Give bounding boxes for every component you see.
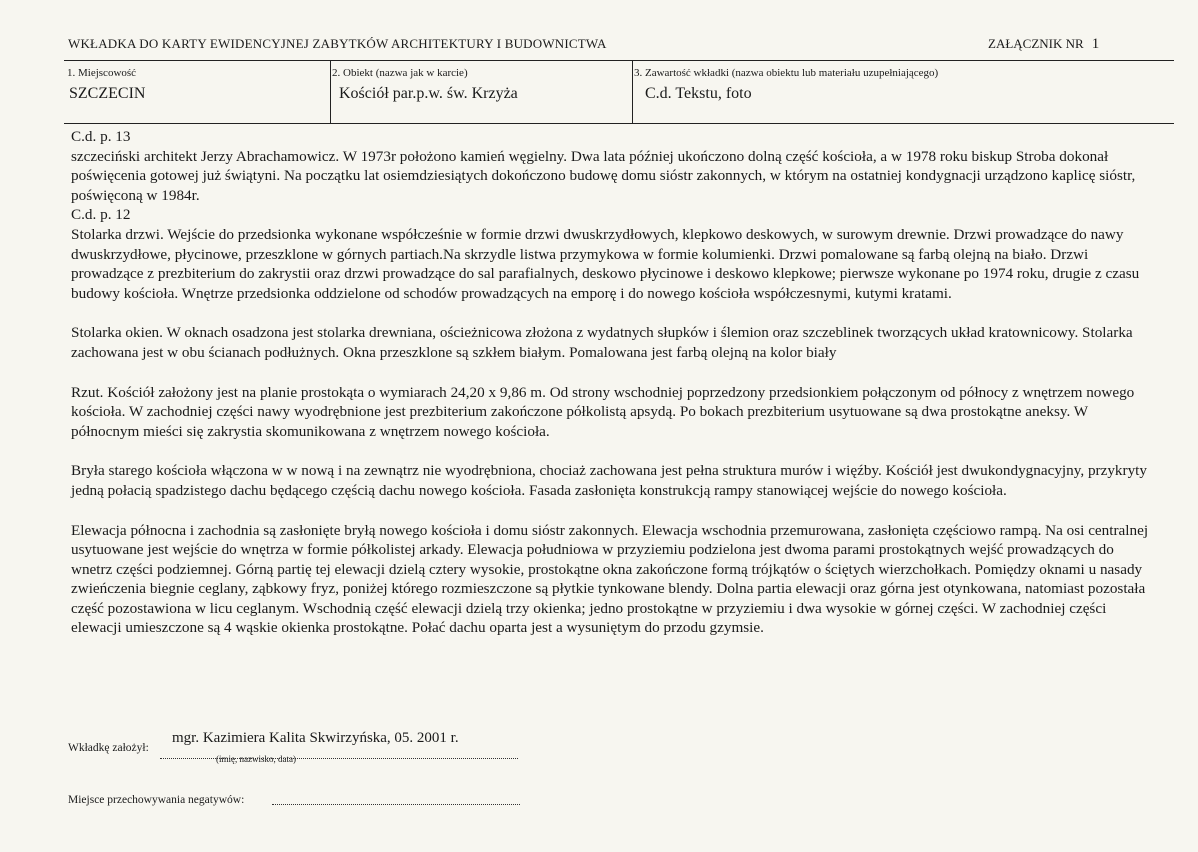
- negatives-label: Miejsce przechowywania negatywów:: [68, 794, 245, 806]
- attachment-number: [988, 36, 1099, 53]
- document-body: [71, 127, 1151, 638]
- content-cell: [632, 61, 1175, 123]
- paragraph-windows: Stolarka okien. W oknach osadzona jest stolarka drewniana, ościeżnicowa złożona z wydatnych słupków i ślemion oraz szczeblinek tworzących układ kratownicowy. Stolarka zachowana jest w obu ścianach podłużnych. Okna przeszklone są szkłem białym. Pomalowana jest farbą olejną na kolor biały: [71, 324, 1133, 361]
- object-value: Kościół par.p.w. św. Krzyża: [339, 85, 518, 102]
- locality-cell: [64, 61, 330, 123]
- paragraph-history: szczeciński architekt Jerzy Abrachamowicz. W 1973r położono kamień węgielny. Dwa lata później ukończono dolną część kościoła, a w 1978 roku biskup Stroba dokonał poświęcenia gotowej już świątyni. Na początku lat osiemdziesiątych dokończono budowę domu sióstr zakonnych, w którym na ostatniej kondygnacji urządzono kaplicę sióstr, poświęconą w 1984r.: [71, 147, 1136, 204]
- negatives-dotted-line: [272, 804, 520, 805]
- locality-label: 1. Miejscowość: [67, 67, 137, 79]
- continuation-marker: C.d. p. 12: [71, 206, 131, 224]
- author-label: Wkładkę założył:: [68, 742, 149, 754]
- attachment-number-value: 1: [1091, 36, 1100, 52]
- locality-value: SZCZECIN: [69, 85, 146, 102]
- continuation-marker: C.d. p. 13: [71, 128, 131, 145]
- paragraph-elevations: Elewacja północna i zachodnia są zasłonięte bryłą nowego kościoła i domu sióstr zakonnych. Elewacja wschodnia przemurowana, zasłonięta częściowo rampą. Na osi centralnej usytuowane jest wejście do wnętrza w formie półkolistej arkady. Elewacja południowa w przyziemiu podzielona jest dwoma parami prostokątnych wejść prowadzących do wnetrz części podziemnej. Górną partię tej elewacji dzielą cztery wysokie, prostokątne okna zakończone formą trójkątów o ściętych wierzchołkach. Pomiędzy oknami u nasady zwieńczenia biegnie ceglany, ząbkowy fryz, poniżej którego rozmieszczone są płytkie tynkowane blendy. Dolna partia elewacji oraz górna jest otynkowana, natomiast pozostała część pozostawiona w licu ceglanym. Wschodnią część elewacji dzielą trzy okienka; jedno prostokątne w przyziemiu i dwa wysokie w górnej części. W zachodniej części elewacji umieszczone są 4 wąskie okienka prostokątne. Połać dachu oparta jest a wysuniętym do przodu gzymsie.: [71, 521, 1149, 637]
- paragraph-doors: Stolarka drzwi. Wejście do przedsionka wykonane współcześnie w formie drzwi dwuskrzydłowych, klepkowo deskowych, w surowym drewnie. Drzwi prowadzące do nawy dwuskrzydłowe, płycinowe, przeszklone w górnych partiach.Na skrzydle listwa przymykowa w formie kolumienki. Drzwi pomalowane są farbą olejną na biało. Drzwi prowadzące z prezbiterium do zakrystii oraz drzwi prowadzące do sal parafialnych, deskowo płycinowe i deskowo klepkowe; pierwsze wykonane po 1974 roku, drugie z czasu budowy kościoła. Wnętrze przedsionka oddzielone od schodów prowadzących na emporę i do nowego kościoła współczesnymi, kutymi kratami.: [71, 225, 1140, 302]
- object-cell: [330, 61, 633, 123]
- attachment-label: ZAŁĄCZNIK NR: [988, 36, 1084, 51]
- author-hint: (imię, nazwisko, data): [216, 754, 296, 764]
- paragraph-plan: Rzut. Kościół założony jest na planie prostokąta o wymiarach 24,20 x 9,86 m. Od strony wschodniej poprzedzony przedsionkiem połączonym od północy z wnętrzem nowego kościoła. W zachodniej części nawy wyodrębnione jest prezbiterium zakończone półkolistą apsydą. Po bokach prezbiterium usytuowane są dwa prostokątne aneksy. W północnym mieści się zakrystia skomunikowana z wnętrzem nowego kościoła.: [71, 383, 1135, 440]
- paragraph-mass: Bryła starego kościoła włączona w w nową i na zewnątrz nie wyodrębniona, chociaż zachowana jest pełna struktura murów i więźby. Kościół jest dwukondygnacyjny, przykryty jedną połacią spadzistego dachu będącego częścią dachu nowego kościoła. Fasada zasłonięta konstrukcją rampy stanowiącej wejście do nowego kościoła.: [71, 462, 1147, 499]
- header-fields-table: [64, 60, 1174, 124]
- object-label: 2. Obiekt (nazwa jak w karcie): [332, 67, 468, 79]
- author-value: mgr. Kazimiera Kalita Skwirzyńska, 05. 2001 r.: [172, 730, 459, 746]
- content-label: 3. Zawartość wkładki (nazwa obiektu lub materiału uzupełniającego): [634, 67, 939, 79]
- document-title: WKŁADKA DO KARTY EWIDENCYJNEJ ZABYTKÓW ARCHITEKTURY I BUDOWNICTWA: [68, 36, 607, 51]
- author-dotted-line: [160, 758, 518, 759]
- content-value: C.d. Tekstu, foto: [645, 85, 752, 102]
